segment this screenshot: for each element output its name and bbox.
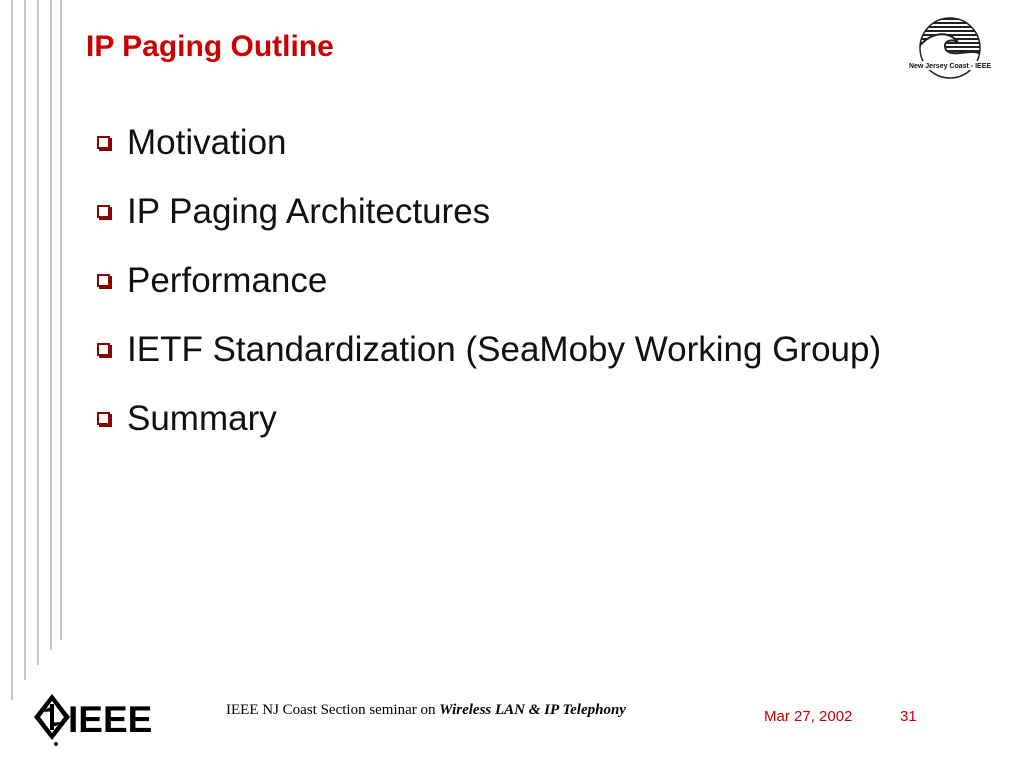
bullet-list (92, 116, 892, 461)
footer-seminar-prefix: IEEE NJ Coast Section seminar on (226, 702, 440, 718)
bullet-item (92, 116, 892, 170)
bullet-item (92, 254, 892, 308)
bullet-text: Summary (127, 399, 277, 438)
nj-coast-logo-text: New Jersey Coast - IEEE (908, 63, 992, 70)
bullet-item (92, 185, 892, 239)
bullet-item (92, 323, 892, 377)
decorative-line-4 (50, 0, 52, 650)
ieee-logo-text: IEEE (68, 699, 153, 740)
footer-seminar-topic: Wireless LAN & IP Telephony (439, 702, 626, 718)
bullet-text: IETF Standardization (SeaMoby Working Group) (127, 330, 882, 369)
page-number: 31 (900, 708, 917, 725)
bullet-text: IP Paging Architectures (127, 192, 491, 231)
square-bullet-icon (97, 274, 110, 287)
square-bullet-icon (97, 412, 110, 425)
square-bullet-icon (97, 136, 110, 149)
decorative-line-2 (24, 0, 26, 680)
ieee-logo (30, 690, 162, 748)
nj-coast-logo (900, 14, 1000, 86)
footer-seminar (226, 702, 626, 719)
square-bullet-icon (97, 205, 110, 218)
decorative-line-3 (37, 0, 39, 665)
square-bullet-icon (97, 343, 110, 356)
bullet-text: Performance (127, 261, 328, 300)
footer-date: Mar 27, 2002 (764, 708, 853, 725)
bullet-text: Motivation (127, 123, 287, 162)
decorative-line-1 (11, 0, 13, 700)
bullet-item (92, 392, 892, 446)
slide-title: IP Paging Outline (86, 30, 334, 63)
decorative-line-5 (60, 0, 62, 640)
